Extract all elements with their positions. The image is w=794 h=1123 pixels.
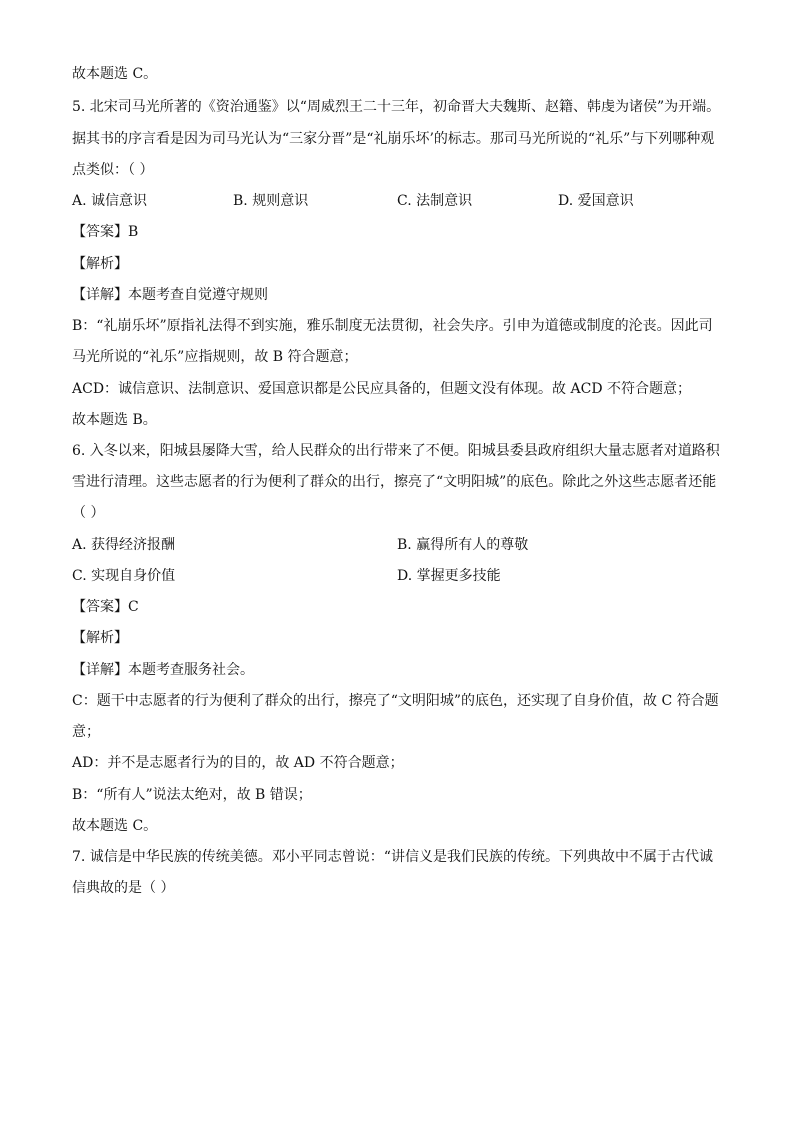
- q6-answer: 【答案】C: [72, 599, 139, 615]
- q5-stem-line-2: 据其书的序言看是因为司马光认为“三家分晋”是“礼崩乐坏’的标志。那司马光所说的“礼乐”与下列哪种观: [72, 131, 715, 147]
- q4-conclusion: 故本题选 C。: [72, 66, 158, 82]
- q5-option-b: B. 规则意识: [233, 193, 309, 209]
- q5-stem-line-1: 5. 北宋司马光所著的《资治通鉴》以“周威烈王二十三年，初命晋大夫魏斯、赵籍、韩虔为诸侯”为开端。: [72, 99, 721, 115]
- q6-option-a: A. 获得经济报酬: [72, 537, 176, 553]
- q5-option-c: C. 法制意识: [397, 193, 473, 209]
- q6-option-b: B. 赢得所有人的尊敬: [397, 537, 529, 553]
- q6-explanation-line-4: B：“所有人”说法太绝对，故 B 错误；: [72, 787, 312, 803]
- q5-analysis-label: 【解析】: [72, 256, 128, 272]
- q5-stem-line-3: 点类似：（ ）: [72, 162, 154, 178]
- q6-option-c: C. 实现自身价值: [72, 568, 176, 584]
- q5-explanation-line-1: B：“礼崩乐坏”原指礼法得不到实施，雅乐制度无法贯彻，社会失序。引申为道德或制度的沦丧。因此司: [72, 318, 713, 334]
- q5-conclusion: 故本题选 B。: [72, 412, 157, 428]
- q6-detail: 【详解】本题考查服务社会。: [72, 662, 254, 678]
- q5-explanation-line-3: ACD：诚信意识、法制意识、爱国意识都是公民应具备的，但题文没有体现。故 ACD 不符合题意；: [72, 381, 691, 397]
- q6-explanation-line-1: C：题干中志愿者的行为便利了群众的出行，擦亮了“文明阳城”的底色，还实现了自身价值，故 C 符合题: [72, 693, 719, 709]
- q7-stem-line-1: 7. 诚信是中华民族的传统美德。邓小平同志曾说：“讲信义是我们民族的传统。下列典故中不属于古代诚: [72, 849, 713, 865]
- q5-option-d: D. 爱国意识: [558, 193, 634, 209]
- q6-analysis-label: 【解析】: [72, 630, 128, 646]
- q6-explanation-line-3: AD：并不是志愿者行为的目的，故 AD 不符合题意；: [72, 755, 404, 771]
- q5-answer: 【答案】B: [72, 224, 139, 240]
- q6-stem-line-1: 6. 入冬以来，阳城县屡降大雪，给人民群众的出行带来了不便。阳城县委县政府组织大量志愿者对道路积: [72, 443, 720, 459]
- q6-conclusion: 故本题选 C。: [72, 818, 158, 834]
- q7-stem-line-2: 信典故的是（ ）: [72, 880, 175, 896]
- q6-stem-line-3: （ ）: [72, 505, 105, 521]
- q6-option-d: D. 掌握更多技能: [397, 568, 501, 584]
- q5-explanation-line-2: 马光所说的“礼乐”应指规则，故 B 符合题意；: [72, 349, 358, 365]
- q5-option-a: A. 诚信意识: [72, 193, 148, 209]
- q5-detail: 【详解】本题考查自觉遵守规则: [72, 287, 268, 303]
- q6-explanation-line-2: 意；: [72, 724, 100, 740]
- q6-stem-line-2: 雪进行清理。这些志愿者的行为便利了群众的出行，擦亮了“文明阳城”的底色。除此之外这些志愿者还能: [72, 474, 717, 490]
